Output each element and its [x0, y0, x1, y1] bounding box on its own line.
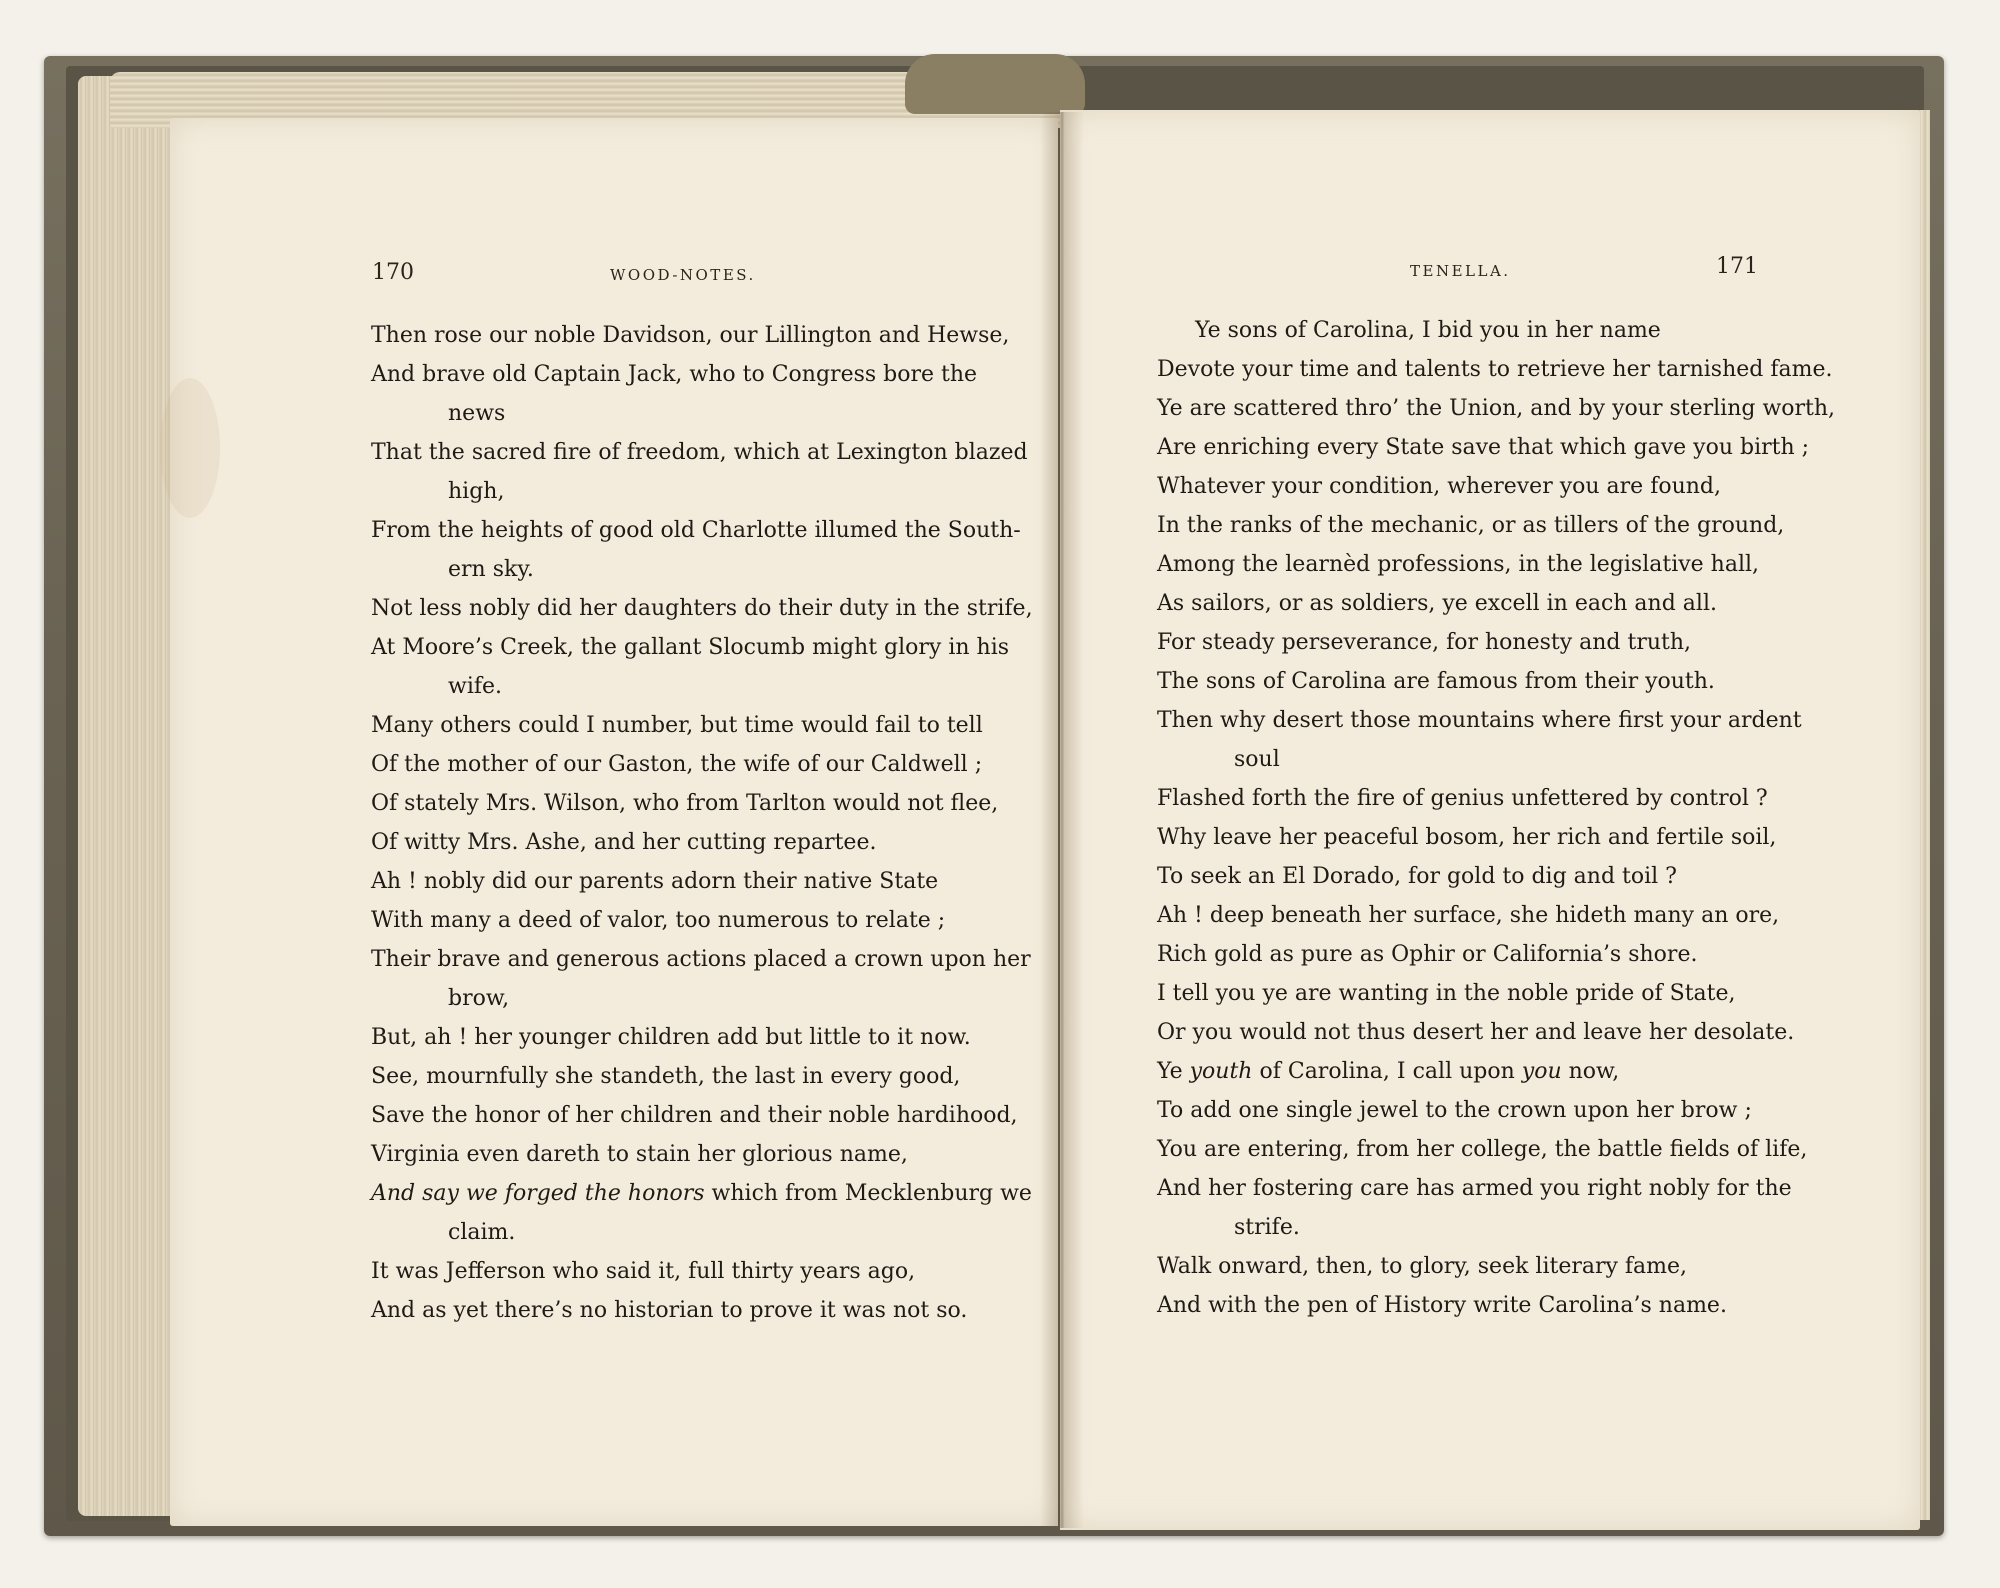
- text-segment: ern sky.: [448, 557, 534, 582]
- text-segment: You are entering, from her college, the battle fields of life,: [1157, 1137, 1808, 1162]
- right-running-head: TENELLA.: [1410, 262, 1511, 280]
- text-segment: Many others could I number, but time would fail to tell: [371, 713, 983, 738]
- text-line: [1157, 1169, 1792, 1208]
- text-segment: For steady perseverance, for honesty and truth,: [1157, 630, 1692, 655]
- left-page-number: 170: [372, 260, 414, 285]
- text-segment: Ye sons of Carolina, I bid you in her name: [1195, 318, 1661, 343]
- text-line: [1157, 311, 1777, 350]
- text-line: [1157, 1091, 1777, 1130]
- text-line: [371, 394, 1011, 433]
- text-line: [371, 1252, 1011, 1291]
- text-segment: Save the honor of her children and their noble hardihood,: [371, 1103, 1018, 1128]
- text-segment: And brave old Captain Jack, who to Congress bore the: [371, 362, 978, 387]
- text-line: [1157, 623, 1777, 662]
- text-segment: Ah ! deep beneath her surface, she hideth many an ore,: [1157, 903, 1780, 928]
- book-gutter: [1040, 112, 1084, 1528]
- text-segment: As sailors, or as soldiers, ye excell in each and all.: [1157, 591, 1717, 616]
- text-line: [371, 316, 1011, 355]
- text-segment: Virginia even dareth to stain her glorious name,: [371, 1142, 908, 1167]
- text-line: [1157, 662, 1777, 701]
- text-segment: That the sacred fire of freedom, which at Lexington blazed: [371, 440, 1028, 465]
- italic-segment: And say we forged the honors: [371, 1181, 705, 1206]
- text-line: [371, 1291, 1011, 1330]
- text-line: [371, 784, 1011, 823]
- text-line: [1157, 350, 1833, 389]
- text-line: [371, 433, 1028, 472]
- text-segment: Devote your time and talents to retrieve her tarnished fame.: [1157, 357, 1833, 382]
- text-segment: And with the pen of History write Carolina’s name.: [1157, 1293, 1727, 1318]
- text-line: [371, 862, 1011, 901]
- text-line: [371, 550, 1011, 589]
- text-segment: Among the learnèd professions, in the legislative hall,: [1157, 552, 1760, 577]
- text-line: [1157, 818, 1777, 857]
- text-line: [1157, 740, 1777, 779]
- text-line: [1157, 584, 1777, 623]
- text-segment: Then rose our noble Davidson, our Lillington and Hewse,: [371, 323, 1010, 348]
- text-segment: Are enriching every State save that which gave you birth ;: [1157, 435, 1810, 460]
- text-line: [1157, 1130, 1808, 1169]
- text-line: [371, 706, 1011, 745]
- text-segment: news: [448, 401, 506, 426]
- text-segment: Ah ! nobly did our parents adorn their native State: [371, 869, 939, 894]
- text-line: [371, 628, 1011, 667]
- text-segment: See, mournfully she standeth, the last in every good,: [371, 1064, 961, 1089]
- text-line: [1157, 428, 1810, 467]
- torn-spine: [905, 54, 1085, 114]
- text-segment: Not less nobly did her daughters do their duty in the strife,: [371, 596, 1033, 621]
- text-segment: strife.: [1234, 1215, 1300, 1240]
- text-segment: Ye: [1157, 1059, 1190, 1084]
- text-segment: Rich gold as pure as Ophir or California’s shore.: [1157, 942, 1698, 967]
- text-line: [371, 589, 1033, 628]
- text-segment: wife.: [448, 674, 503, 699]
- text-line: [1157, 974, 1777, 1013]
- text-line: [1157, 506, 1785, 545]
- text-segment: which from Mecklenburg we: [704, 1181, 1032, 1206]
- text-line: [371, 667, 1011, 706]
- text-line: [1157, 389, 1836, 428]
- text-segment: you: [1521, 1059, 1562, 1084]
- text-line: [1157, 467, 1777, 506]
- text-line: [1157, 857, 1777, 896]
- left-page-text: [371, 316, 1033, 1330]
- text-line: [1157, 1052, 1777, 1091]
- text-line: [1157, 1247, 1777, 1286]
- text-segment: At Moore’s Creek, the gallant Slocumb might glory in his: [371, 635, 1010, 660]
- text-segment: I tell you ye are wanting in the noble pride of State,: [1157, 981, 1736, 1006]
- text-segment: now,: [1561, 1059, 1620, 1084]
- text-segment: It was Jefferson who said it, full thirty years ago,: [371, 1259, 916, 1284]
- text-segment: Of stately Mrs. Wilson, who from Tarlton would not flee,: [371, 791, 999, 816]
- text-line: [371, 1096, 1018, 1135]
- text-segment: high,: [448, 479, 505, 504]
- text-segment: Of the mother of our Gaston, the wife of our Caldwell ;: [371, 752, 983, 777]
- text-segment: Or you would not thus desert her and leave her desolate.: [1157, 1020, 1795, 1045]
- right-page-number: 171: [1716, 254, 1758, 279]
- text-line: [371, 979, 1011, 1018]
- text-line: [1157, 896, 1780, 935]
- text-line: [371, 511, 1021, 550]
- left-running-head: WOOD-NOTES.: [610, 266, 756, 284]
- text-segment: To seek an El Dorado, for gold to dig and toil ?: [1157, 864, 1677, 889]
- text-segment: In the ranks of the mechanic, or as tillers of the ground,: [1157, 513, 1785, 538]
- text-segment: With many a deed of valor, too numerous to relate ;: [371, 908, 946, 933]
- text-segment: youth: [1189, 1059, 1253, 1084]
- text-line: [371, 1174, 1032, 1213]
- text-segment: Ye are scattered thro’ the Union, and by your sterling worth,: [1157, 396, 1836, 421]
- text-segment: To add one single jewel to the crown upon her brow ;: [1157, 1098, 1752, 1123]
- text-segment: claim.: [448, 1220, 516, 1245]
- text-segment: From the heights of good old Charlotte illumed the South-: [371, 518, 1021, 543]
- text-line: [371, 1057, 1011, 1096]
- text-segment: And her fostering care has armed you right nobly for the: [1157, 1176, 1792, 1201]
- text-line: [371, 1135, 1011, 1174]
- text-line: [371, 1018, 1011, 1057]
- text-line: [371, 823, 1011, 862]
- text-line: [1157, 545, 1777, 584]
- text-segment: Why leave her peaceful bosom, her rich and fertile soil,: [1157, 825, 1777, 850]
- text-segment: And as yet there’s no historian to prove it was not so.: [371, 1298, 968, 1323]
- text-segment: Their brave and generous actions placed a crown upon her: [371, 947, 1031, 972]
- text-segment: of Carolina, I call upon: [1252, 1059, 1522, 1084]
- text-line: [1157, 1013, 1795, 1052]
- text-line: [1157, 701, 1802, 740]
- text-segment: brow,: [448, 986, 510, 1011]
- text-segment: The sons of Carolina are famous from their youth.: [1157, 669, 1715, 694]
- text-line: [371, 355, 1011, 394]
- text-line: [371, 472, 1011, 511]
- text-segment: Of witty Mrs. Ashe, and her cutting repartee.: [371, 830, 877, 855]
- text-line: [1157, 1286, 1777, 1325]
- text-line: [1157, 1208, 1777, 1247]
- right-page-text: [1157, 311, 1836, 1325]
- text-line: [371, 940, 1031, 979]
- page-stain: [160, 378, 220, 518]
- text-line: [371, 1213, 1011, 1252]
- text-segment: Flashed forth the fire of genius unfettered by control ?: [1157, 786, 1768, 811]
- text-line: [1157, 935, 1777, 974]
- text-segment: Whatever your condition, wherever you are found,: [1157, 474, 1721, 499]
- text-segment: But, ah ! her younger children add but little to it now.: [371, 1025, 971, 1050]
- text-segment: Then why desert those mountains where first your ardent: [1157, 708, 1802, 733]
- text-line: [371, 901, 1011, 940]
- text-segment: soul: [1234, 747, 1280, 772]
- text-segment: Walk onward, then, to glory, seek literary fame,: [1157, 1254, 1688, 1279]
- text-line: [1157, 779, 1777, 818]
- text-line: [371, 745, 1011, 784]
